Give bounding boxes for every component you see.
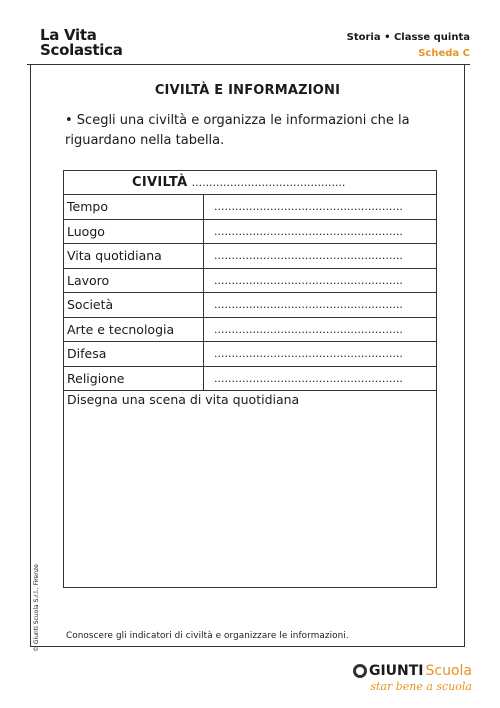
civilization-label: CIVILTÀ — [132, 175, 188, 190]
learning-objective: Conoscere gli indicatori di civiltà e organizzare le informazioni. — [66, 631, 349, 641]
row-fill-line[interactable]: ...................................................... — [214, 273, 403, 287]
row-fill-line[interactable]: ...................................................... — [214, 298, 403, 311]
row-label: Difesa — [64, 342, 204, 366]
brand-name: GIUNTI — [368, 663, 424, 679]
civilization-fill-line[interactable]: ............................................ — [191, 176, 346, 189]
table-row — [64, 195, 436, 220]
header-info — [347, 30, 470, 62]
row-fill-line[interactable]: ...................................................... — [214, 249, 403, 262]
table-row — [64, 269, 436, 294]
table-row — [64, 318, 436, 343]
table-header — [64, 171, 436, 195]
logo-line-1: La Vita — [40, 26, 97, 44]
row-label: Lavoro — [64, 269, 204, 293]
row-label: Vita quotidiana — [64, 244, 204, 268]
table-row — [64, 293, 436, 318]
row-label: Luogo — [64, 220, 204, 244]
row-label: Religione — [64, 367, 204, 391]
row-fill-line[interactable]: ...................................................... — [214, 371, 403, 385]
table-row — [64, 220, 436, 245]
drawing-label: Disegna una scena di vita quotidiana — [67, 392, 300, 407]
drawing-area[interactable] — [64, 391, 436, 587]
brand-tagline: star bene a scuola — [370, 680, 472, 693]
logo-line-2: Scolastica — [40, 41, 123, 59]
table-row — [64, 367, 436, 392]
row-label: Arte e tecnologia — [64, 318, 204, 342]
table-row — [64, 342, 436, 367]
row-fill-line[interactable]: ...................................................... — [214, 322, 403, 336]
civilization-table — [63, 170, 437, 588]
magazine-logo — [40, 28, 123, 58]
row-fill-line[interactable]: ...................................................... — [214, 200, 403, 213]
row-label: Tempo — [64, 195, 204, 219]
copyright-notice: © Giunti Scuola S.r.l., Firenze — [33, 564, 40, 652]
row-fill-line[interactable]: ...................................................... — [214, 224, 403, 238]
table-row — [64, 244, 436, 269]
subject-label: Storia • Classe quinta — [346, 32, 470, 43]
brand-name-light: Scuola — [425, 663, 472, 679]
publisher-logo — [353, 663, 472, 693]
worksheet-title: CIVILTÀ E INFORMAZIONI — [154, 83, 341, 98]
g-logo-icon — [353, 664, 367, 678]
row-label: Società — [64, 293, 204, 317]
instruction-text: • Scegli una civiltà e organizza le informazioni che la riguardano nella tabella. — [65, 113, 410, 148]
sheet-label: Scheda C — [418, 48, 470, 59]
row-fill-line[interactable]: ...................................................... — [214, 347, 403, 360]
